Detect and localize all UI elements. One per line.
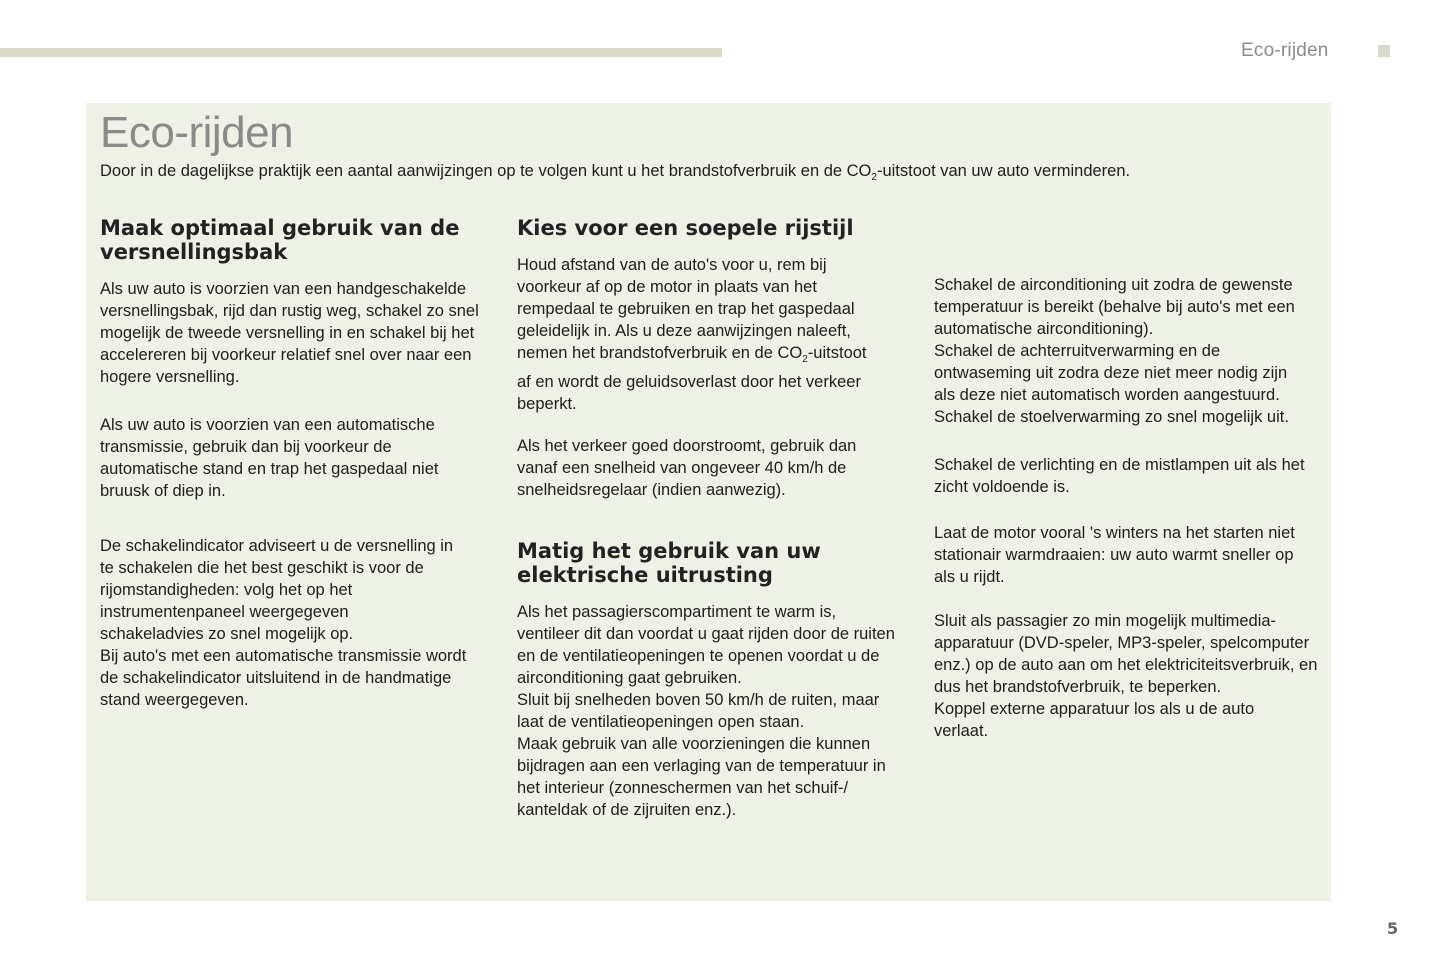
paragraph-manual-gearbox: Als uw auto is voorzien van een handgeschakelde versnellingsbak, rijd dan rustig weg, schakel zo snel mogelijk de tweede versnelling in en schakel bij het accelereren bij voorkeur relatief snel over naar een hogere versnelling.: [100, 280, 479, 386]
intro-subscript: 2: [871, 172, 877, 183]
heading-gearbox: Maak optimaal gebruik van de versnellingsbak: [100, 216, 460, 264]
header-accent-bar: [0, 48, 722, 57]
paragraph-automatic-transmission: Als uw auto is voorzien van een automatische transmissie, gebruik dan bij voorkeur de automatische stand en trap het gaspedaal niet bruusk of diep in.: [100, 416, 439, 500]
paragraph-cruise-control: Als het verkeer goed doorstroomt, gebruik dan vanaf een snelheid van ongeveer 40 km/h de snelheidsregelaar (indien aanwezig).: [517, 437, 857, 499]
paragraph-keep-distance-end: -uitstoot af en wordt de geluidsoverlast door het verkeer beperkt.: [517, 344, 867, 413]
intro-text-start: Door in de dagelijkse praktijk een aantal aanwijzingen op te volgen kunt u het brandstofverbruik en de CO: [100, 162, 872, 180]
paragraph-air-conditioning: Schakel de airconditioning uit zodra de gewenste temperatuur is bereikt (behalve bij auto's met een automatische airconditioning).: [934, 276, 1295, 338]
paragraph-multimedia: Sluit als passagier zo min mogelijk multimedia-apparatuur (DVD-speler, MP3-speler, spelcomputer enz.) op de auto aan om het elektriciteitsverbruik, en dus het brandstofverbruik, te beperken.: [934, 612, 1318, 696]
heading-driving-style: Kies voor een soepele rijstijl: [517, 216, 854, 240]
paragraph-keep-distance: [517, 254, 867, 415]
co2-subscript: 2: [802, 354, 808, 365]
paragraph-engine-warmup: Laat de motor vooral 's winters na het starten niet stationair warmdraaien: uw auto warmt sneller op als u rijdt.: [934, 524, 1295, 586]
paragraph-disconnect-equipment: Koppel externe apparatuur los als u de auto verlaat.: [934, 700, 1255, 740]
paragraph-close-windows: Sluit bij snelheden boven 50 km/h de ruiten, maar laat de ventilatieopeningen open staan.: [517, 691, 880, 731]
paragraph-rear-window-heating: Schakel de achterruitverwarming en de ontwaseming uit zodra deze niet meer nodig zijn als deze niet automatisch worden aangestuurd.: [934, 342, 1288, 404]
page-number: 5: [1387, 919, 1399, 938]
page-title: Eco-rijden: [100, 108, 294, 157]
paragraph-lights: Schakel de verlichting en de mistlampen uit als het zicht voldoende is.: [934, 456, 1305, 496]
column-tips: [934, 274, 1318, 742]
paragraph-ventilate: Als het passagierscompartiment te warm is, ventileer dit dan voordat u gaat rijden door de ruiten en de ventilatieopeningen te openen voordat u de airconditioning gaat gebruiken.: [517, 603, 895, 687]
paragraph-shift-indicator: De schakelindicator adviseert u de versnelling in te schakelen die het best geschikt is voor de rijomstandigheden: volg het op het instrumentenpaneel weergegeven schakeladvies zo snel mogelijk op.: [100, 537, 454, 643]
paragraph-keep-distance-start: Houd afstand van de auto's voor u, rem bij voorkeur af op de motor in plaats van het rempedaal te gebruiken en trap het gaspedaal geleidelijk in. Als u deze aanwijzingen naleeft, nemen het brandstofverbruik en de CO: [517, 256, 855, 362]
paragraph-shift-indicator-automatic: Bij auto's met een automatische transmissie wordt de schakelindicator uitsluitend in de handmatige stand weergegeven.: [100, 647, 467, 709]
running-header-title: Eco-rijden: [1241, 40, 1329, 61]
intro-text-end: -uitstoot van uw auto verminderen.: [876, 162, 1131, 180]
heading-electrical-equipment: Matig het gebruik van uw elektrische uitrusting: [517, 539, 821, 587]
intro-text: [100, 160, 1300, 189]
paragraph-sun-shades: Maak gebruik van alle voorzieningen die kunnen bijdragen aan een verlaging van de temperatuur in het interieur (zonneschermen van het schuif-/ kanteldak of de zijruiten enz.).: [517, 735, 886, 819]
column-gearbox: [100, 216, 482, 711]
paragraph-seat-heating: Schakel de stoelverwarming zo snel mogelijk uit.: [934, 408, 1289, 426]
column-driving-style: [517, 216, 901, 821]
header-square-marker: [1378, 45, 1390, 57]
